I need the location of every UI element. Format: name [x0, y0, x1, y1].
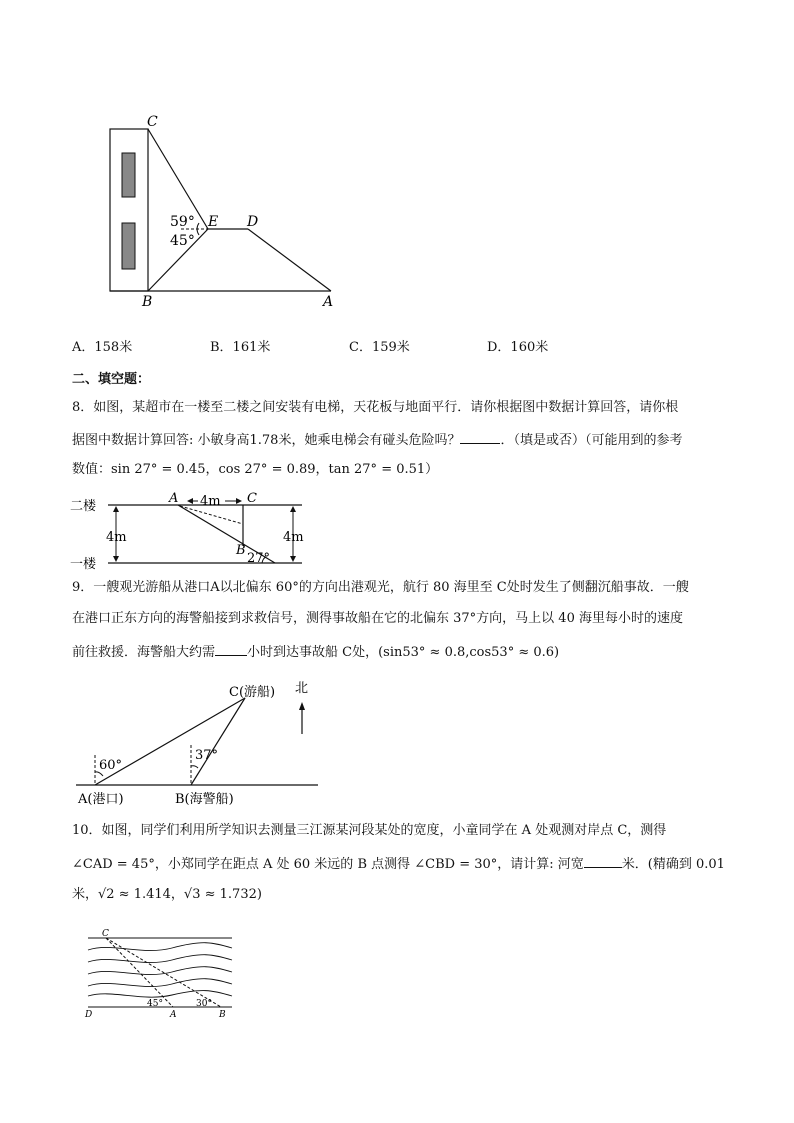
q8-width: 4m: [200, 494, 221, 509]
q9-label-a: A(港口): [78, 792, 124, 807]
q8-floor-1: 一楼: [70, 557, 97, 572]
q9-line-2: 在港口正东方向的海警船接到求救信号，测得事故船在它的北偏东 37°方向，马上以 40 海里每小时的速度: [72, 611, 683, 626]
q8-floor-2: 二楼: [70, 499, 97, 514]
q8-height-left: 4m: [106, 530, 127, 545]
q10-figure: [82, 926, 242, 1020]
q8-label-a: A: [169, 491, 179, 506]
q7-label-b: B: [142, 294, 153, 310]
q9-figure: [74, 676, 334, 810]
q7-angle-top: 59°: [170, 214, 195, 230]
q10-label-a: A: [170, 1010, 177, 1020]
q7-label-c: C: [147, 114, 158, 130]
q9-answer-blank[interactable]: [215, 641, 247, 656]
q8-label-b: B: [236, 543, 246, 558]
q8-line-3: 数值：sin 27° = 0.45，cos 27° = 0.89，tan 27° = 0.51）: [72, 462, 439, 477]
q9-line-3-a: 前往救援．海警船大约需: [72, 645, 216, 660]
q9-label-c: C(游船): [229, 685, 276, 700]
q9-label-b: B(海警船): [175, 792, 234, 807]
q8-height-right: 4m: [283, 530, 304, 545]
q9-line-1: 9．一艘观光游船从港口A以北偏东 60°的方向出港观光，航行 80 海里至 C处时发生了侧翻沉船事故．一艘: [72, 580, 689, 595]
q7-label-d: D: [247, 214, 259, 230]
q10-label-d: D: [85, 1010, 93, 1020]
q10-label-b: B: [219, 1010, 226, 1020]
q7-option-a: A．158米: [72, 340, 133, 355]
q10-label-c: C: [102, 929, 109, 939]
q8-line-1: 8．如图，某超市在一楼至二楼之间安装有电梯，天花板与地面平行．请你根据图中数据计算回答，请你根: [72, 400, 679, 415]
q8-line-2-b: ．（填是或否）（可能用到的参考: [500, 433, 683, 448]
q8-line-2-a: 据图中数据计算回答: 小敏身高1.78米，她乘电梯会有碰头危险吗？: [72, 433, 461, 448]
section-title: 二、填空题：: [72, 372, 151, 387]
q8-angle: 27°: [247, 551, 271, 566]
q8-label-c: C: [247, 491, 257, 506]
q8-line-2: [72, 429, 682, 451]
q8-answer-blank[interactable]: [460, 429, 500, 444]
q9-line-3: [72, 641, 559, 663]
q10-line-2-a: ∠CAD = 45°，小郑同学在距点 A 处 60 米远的 B 点测得 ∠CBD = 30°，请计算: 河宽: [72, 857, 584, 872]
q7-figure: [95, 110, 355, 315]
q10-angle-a: 45°: [147, 999, 163, 1009]
q7-option-d: D．160米: [487, 340, 549, 355]
q9-north: 北: [295, 681, 309, 696]
q8-figure: [70, 484, 310, 572]
q9-line-3-b: 小时到达事故船 C处，(sin53° ≈ 0.8,cos53° ≈ 0.6): [247, 645, 560, 660]
q7-label-a: A: [323, 294, 334, 310]
q7-angle-bottom: 45°: [170, 233, 195, 249]
q10-line-1: 10．如图，同学们利用所学知识去测量三江源某河段某处的宽度，小童同学在 A 处观测对岸点 C，测得: [72, 823, 667, 838]
q10-line-2-b: 米．(精确到 0.01: [621, 857, 725, 872]
q7-label-e: E: [208, 214, 219, 230]
q7-option-b: B．161米: [210, 340, 271, 355]
q10-answer-blank[interactable]: [584, 853, 622, 868]
q10-line-2: [72, 853, 725, 875]
q10-line-3: 米，√2 ≈ 1.414，√3 ≈ 1.732): [72, 887, 262, 902]
q7-option-c: C．159米: [349, 340, 410, 355]
q10-angle-b: 30°: [196, 999, 212, 1009]
q9-angle-b: 37°: [195, 748, 219, 763]
q9-angle-a: 60°: [99, 758, 123, 773]
